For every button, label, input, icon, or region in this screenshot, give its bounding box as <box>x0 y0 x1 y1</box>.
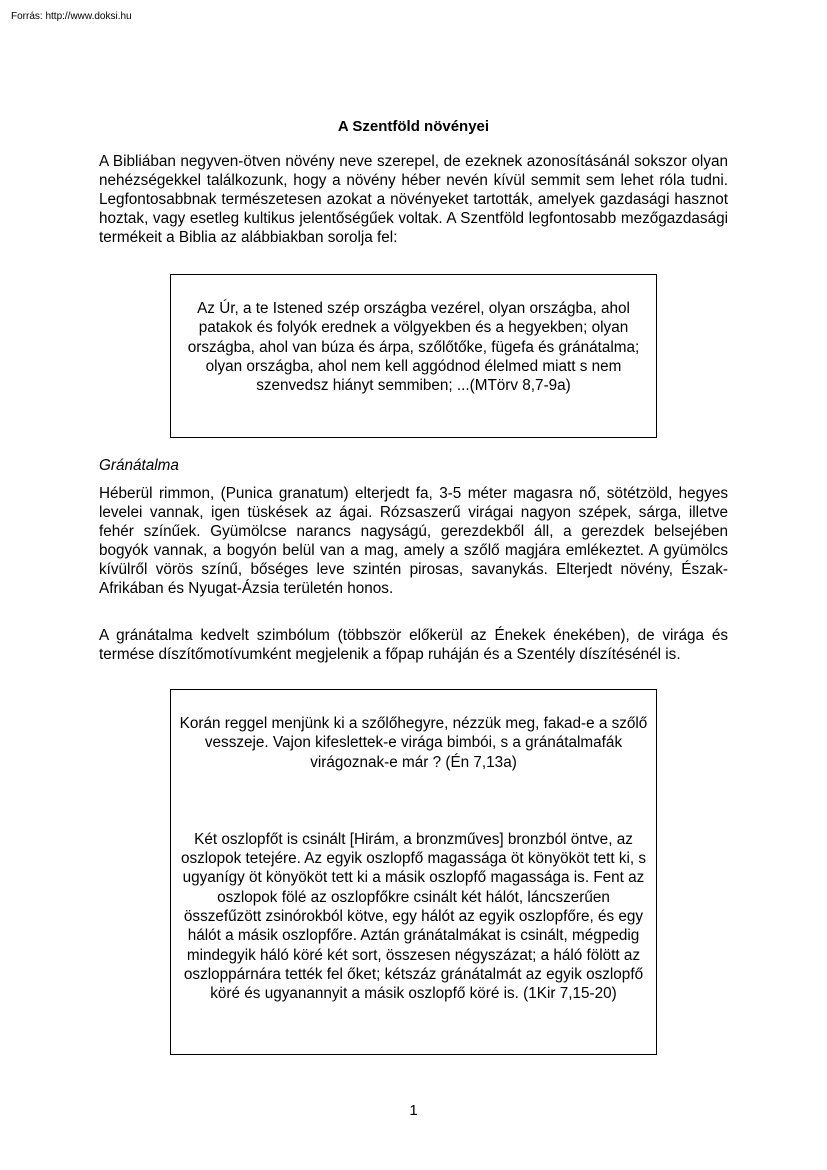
intro-text: A Bibliában negyven-ötven növény neve szerepel, de ezeknek azonosításánál sokszor olyan nehézségekkel találkozunk, hogy a növény héber nevén kívül semmit sem lehet róla tudni. Legfontosabbnak természetesen azokat a növényeket tartották, amelyek gazdasági hasznot hoztak, vagy esetleg kultikus jelentőségűek voltak. A Szentföld legfontosabb mezőgazdasági termékeit a Biblia az alábbiakban sorolja fel: <box>99 153 728 246</box>
section-heading: Gránátalma <box>99 457 179 474</box>
section-paragraph <box>99 626 728 664</box>
quote-box-citations <box>170 689 657 1055</box>
intro-paragraph <box>99 152 728 247</box>
paragraph-text: Héberül rimmon, (Punica granatum) elterjedt fa, 3-5 méter magasra nő, sötétzöld, hegyes levelei vannak, igen tüskések az ágai. Rózsaszerű virágai nagyon szépek, sárga, illetve fehér színűek. Gyümölcse narancs nagyságú, gerezdekből áll, a gerezdek belsejében bogyók vannak, a bogyón belül van a mag, amely a szőlő magjára emlékeztet. A gyümölcs kívülről vörös színű, bőséges leve szintén pirosas, savanykás. Elterjedt növény, Észak-Afrikában és Nyugat-Ázsia területén honos. <box>99 485 728 597</box>
page-title: A Szentföld növényei <box>337 118 490 135</box>
quote-box-deuteronomy <box>170 274 657 438</box>
section-paragraph <box>99 484 728 598</box>
quote-text: Az Úr, a te Istened szép országba vezérel, olyan országba, ahol patakok és folyók erednek a völgyekben és a hegyekben; olyan országba, ahol van búza és árpa, szőlőtőke, fügefa és gránátalma; olyan országba, ahol nem kell aggódnod élelmed miatt s nem szenvedsz hiányt semmiben; ...(MTörv 8,7-9a) <box>187 300 640 395</box>
quote-text: Korán reggel menjünk ki a szőlőhegyre, nézzük meg, fakad-e a szőlő vesszeje. Vajon kifeslettek-e virága bimbói, s a gránátalmafák virágoznak-e már ? (Én 7,13a) <box>179 715 648 771</box>
page-number: 1 <box>409 1102 418 1119</box>
quote-text: Két oszlopfőt is csinált [Hirám, a bronzműves] bronzból öntve, az oszlopok tetejére. Az egyik oszlopfő magassága öt könyököt tett ki, s ugyanígy öt könyököt tett ki a másik oszlopfő magassága is. Fent az oszlopok fölé az oszlopfőkre csinált két hálót, láncszerűen összefűzött zsinórokból kötve, egy hálót az egyik oszlopfőre, és egy hálót a másik oszlopfőre. Aztán gránátalmákat is csinált, mégpedig mindegyik háló köré két sort, összesen négyszázat; a háló fölött az oszloppárnára tették fel őket; kétszáz gránátalmát az egyik oszlopfő köré és ugyanannyit a másik oszlopfő köré is. (1Kir 7,15-20) <box>180 830 647 1003</box>
paragraph-text: A gránátalma kedvelt szimbólum (többször előkerül az Énekek énekében), de virága és termése díszítőmotívumként megjelenik a főpap ruháján és a Szentély díszítésénél is. <box>99 627 728 663</box>
source-label: Forrás: http://www.doksi.hu <box>11 11 132 22</box>
